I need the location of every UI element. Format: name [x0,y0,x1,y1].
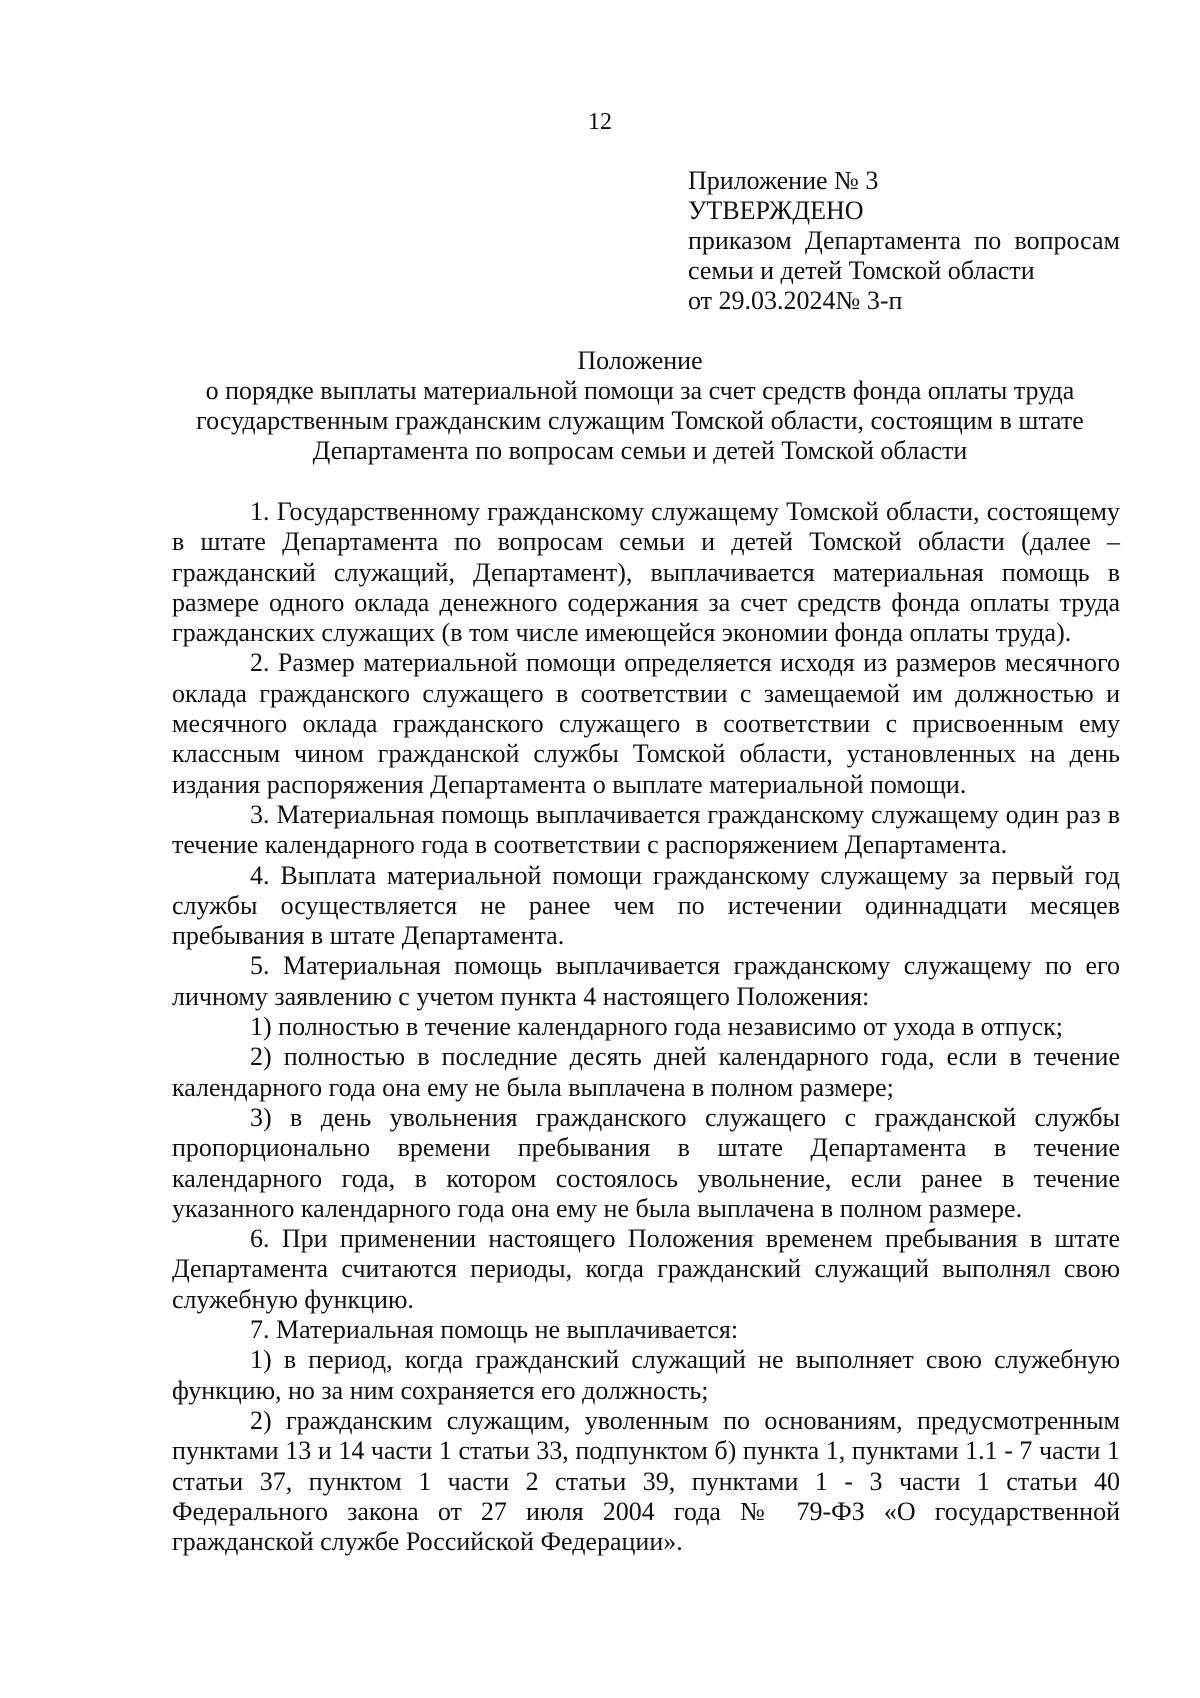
paragraph-5-item-2: 2) полностью в последние десять дней календарного года, если в течение календарного года она ему не была выплачена в полном размере; [172,1042,1120,1102]
paragraph-2: 2. Размер материальной помощи определяется исходя из размеров месячного оклада гражданского служащего в соответствии с замещаемой им должностью и месячного оклада гражданского служащего в соответствии с присвоенным ему классным чином гражданской службы Томской области, установленных на день издания распоряжения Департамента о выплате материальной помощи. [172,648,1120,799]
order-line-1: приказом Департамента по вопросам [688,226,1120,255]
appendix-label: Приложение № 3 [688,166,879,195]
title-line-2: государственным гражданским служащим Томской области, состоящим в штате [196,406,1084,435]
paragraph-6: 6. При применении настоящего Положения временем пребывания в штате Департамента считаются периоды, когда гражданский служащий выполнял свою служебную функцию. [172,1224,1120,1314]
order-date: от 29.03.2024№ 3-п [688,286,903,315]
paragraph-1: 1. Государственному гражданскому служащему Томской области, состоящему в штате Департамента по вопросам семьи и детей Томской области (далее – гражданский служащий, Департамент), выплачивается материальная помощь в размере одного оклада денежного содержания за счет средств фонда оплаты труда гражданских служащих (в том числе имеющейся экономии фонда оплаты труда). [172,497,1120,648]
order-line-2: семьи и детей Томской области [688,256,1035,285]
title-heading: Положение [577,346,703,375]
paragraph-7: 7. Материальная помощь не выплачивается: [250,1315,739,1345]
title-line-3: Департамента по вопросам семьи и детей Томской области [312,436,968,465]
page-number: 12 [588,109,612,135]
title-line-1: о порядке выплаты материальной помощи за счет средств фонда оплаты труда [205,376,1075,405]
approved-label: УТВЕРЖДЕНО [688,196,864,225]
paragraph-7-item-2: 2) гражданским служащим, уволенным по основаниям, предусмотренным пунктами 13 и 14 части 1 статьи 33, подпунктом б) пункта 1, пунктами 1.1 - 7 части 1 статьи 37, пунктом 1 части 2 статьи 39, пунктами 1 - 3 части 1 статьи 40 Федерального закона от 27 июля 2004 года № 79-ФЗ «О государственной гражданской службе Российской Федерации». [172,1405,1120,1557]
paragraph-5: 5. Материальная помощь выплачивается гражданскому служащему по его личному заявлению с учетом пункта 4 настоящего Положения: [172,951,1120,1011]
approval-block [688,166,1120,316]
paragraph-4: 4. Выплата материальной помощи гражданскому служащему за первый год службы осуществляется не ранее чем по истечении одиннадцати месяцев пребывания в штате Департамента. [172,860,1120,951]
paragraph-5-item-3: 3) в день увольнения гражданского служащего с гражданской службы пропорционально времени пребывания в штате Департамента в течение календарного года, в котором состоялось увольнение, если ранее в течение указанного календарного года она ему не была выплачена в полном размере. [172,1102,1120,1223]
document-title [160,346,1120,466]
paragraph-5-item-1: 1) полностью в течение календарного года независимо от ухода в отпуск; [250,1012,1063,1042]
paragraph-3: 3. Материальная помощь выплачивается гражданскому служащему один раз в течение календарного года в соответствии с распоряжением Департамента. [172,799,1120,860]
document-body [172,497,1120,1557]
paragraph-7-item-1: 1) в период, когда гражданский служащий не выполняет свою служебную функцию, но за ним сохраняется его должность; [172,1345,1120,1405]
